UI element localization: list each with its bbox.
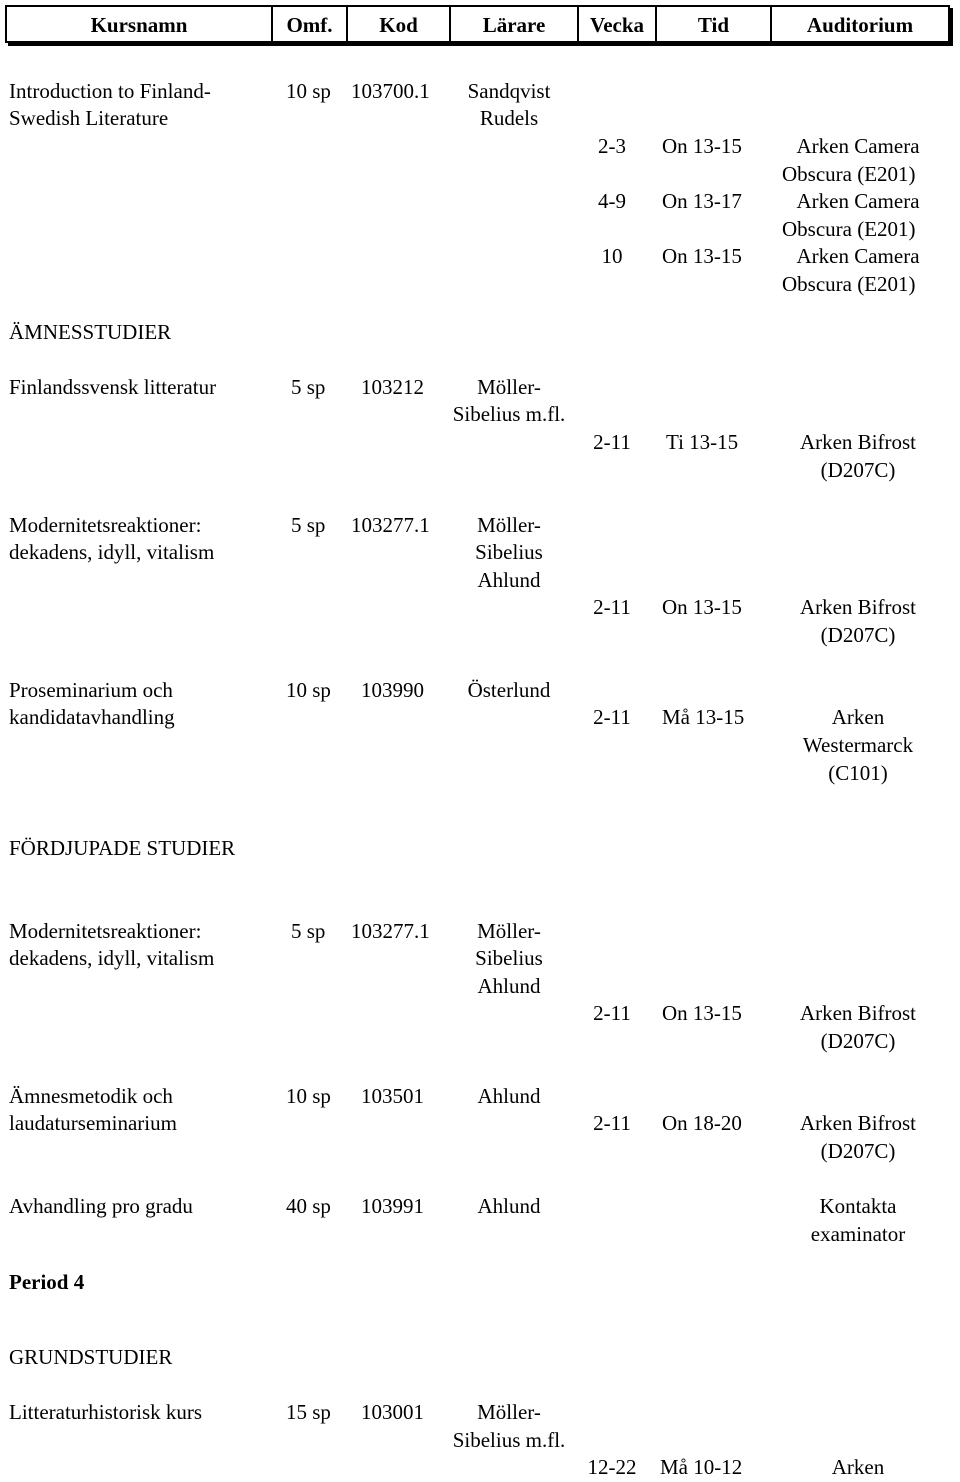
session-week: 2-11 xyxy=(593,595,631,619)
header-course: Kursnamn xyxy=(7,7,273,43)
header-room: Auditorium xyxy=(806,13,914,37)
course-name: Introduction to Finland- xyxy=(9,79,211,103)
session-room: Arken Camera xyxy=(796,134,920,158)
course-credits: 5 sp xyxy=(291,919,326,943)
course-credits: 15 sp xyxy=(286,1400,331,1424)
session-room-cont: examinator xyxy=(810,1222,906,1246)
course-credits: 5 sp xyxy=(291,513,326,537)
session-room-cont: (D207C) xyxy=(820,1029,896,1053)
course-name: Modernitetsreaktioner: xyxy=(9,513,202,537)
session-room-cont: (D207C) xyxy=(820,1139,896,1163)
session-time: On 13-15 xyxy=(662,244,742,268)
course-teacher-cont: Ahlund xyxy=(477,974,541,998)
course-name-cont: dekadens, idyll, vitalism xyxy=(9,946,215,970)
course-code: 103277.1 xyxy=(351,919,430,943)
section-heading-fordjupade: FÖRDJUPADE STUDIER xyxy=(9,836,236,860)
session-room: Kontakta xyxy=(819,1194,897,1218)
session-week: 2-11 xyxy=(593,1111,631,1135)
session-room: Arken Bifrost xyxy=(799,430,917,454)
course-teacher: Möller- xyxy=(477,513,541,537)
section-heading-grundstudier: GRUNDSTUDIER xyxy=(9,1345,173,1369)
session-room: Arken Camera xyxy=(796,244,920,268)
course-teacher: Möller- xyxy=(477,375,541,399)
course-teacher: Ahlund xyxy=(477,1084,541,1108)
course-credits: 5 sp xyxy=(291,375,326,399)
session-room-cont: Obscura (E201) xyxy=(782,162,916,186)
session-week: 2-11 xyxy=(593,705,631,729)
session-room-cont: (C101) xyxy=(828,761,888,785)
session-room: Arken Bifrost xyxy=(799,595,917,619)
course-code: 103991 xyxy=(361,1194,424,1218)
session-week: 2-11 xyxy=(593,430,631,454)
course-teacher: Sandqvist xyxy=(467,79,551,103)
course-teacher-cont: Sibelius xyxy=(475,540,543,564)
session-week: 12-22 xyxy=(587,1455,637,1479)
course-credits: 10 sp xyxy=(286,678,331,702)
session-time: On 13-15 xyxy=(662,134,742,158)
period-heading: Period 4 xyxy=(9,1270,85,1294)
course-name: Ämnesmetodik och xyxy=(9,1084,173,1108)
session-time: Må 10-12 xyxy=(660,1455,743,1479)
session-time: On 18-20 xyxy=(662,1111,742,1135)
course-teacher-cont: Rudels xyxy=(479,106,539,130)
course-name: Proseminarium och xyxy=(9,678,173,702)
session-room: Arken Bifrost xyxy=(799,1111,917,1135)
session-time: Må 13-15 xyxy=(662,705,745,729)
course-teacher: Möller- xyxy=(477,1400,541,1424)
session-room: Arken Camera xyxy=(796,189,920,213)
course-teacher-cont: Ahlund xyxy=(477,568,541,592)
session-week: 10 xyxy=(601,244,623,268)
course-teacher: Möller- xyxy=(477,919,541,943)
course-teacher-cont: Sibelius m.fl. xyxy=(452,1428,566,1452)
course-code: 103277.1 xyxy=(351,513,430,537)
course-name-cont: Swedish Literature xyxy=(9,106,169,130)
session-room: Arken xyxy=(831,705,885,729)
session-room-cont: Westermarck xyxy=(802,733,914,757)
course-name-cont: kandidatavhandling xyxy=(9,705,175,729)
section-heading-amnesstudier: ÄMNESSTUDIER xyxy=(9,320,172,344)
session-room-cont: (D207C) xyxy=(820,458,896,482)
session-week: 2-3 xyxy=(598,134,626,158)
course-code: 103501 xyxy=(361,1084,424,1108)
course-name: Litteraturhistorisk kurs xyxy=(9,1400,203,1424)
course-teacher: Ahlund xyxy=(477,1194,541,1218)
course-teacher-cont: Sibelius xyxy=(475,946,543,970)
course-name: Avhandling pro gradu xyxy=(9,1194,193,1218)
header-time: Tid xyxy=(657,7,772,43)
course-code: 103700.1 xyxy=(351,79,430,103)
course-name-cont: laudaturseminarium xyxy=(9,1111,177,1135)
session-room: Arken Bifrost xyxy=(799,1001,917,1025)
course-code: 103990 xyxy=(361,678,424,702)
course-credits: 40 sp xyxy=(286,1194,331,1218)
session-time: On 13-15 xyxy=(662,595,742,619)
course-name-cont: dekadens, idyll, vitalism xyxy=(9,540,215,564)
course-teacher-cont: Sibelius m.fl. xyxy=(452,402,566,426)
course-code: 103212 xyxy=(361,375,424,399)
session-room-cont: (D207C) xyxy=(820,623,896,647)
session-week: 4-9 xyxy=(598,189,626,213)
session-time: Ti 13-15 xyxy=(666,430,739,454)
table-header xyxy=(5,5,950,43)
header-week: Vecka xyxy=(579,7,657,43)
course-credits: 10 sp xyxy=(286,79,331,103)
header-credits: Omf. xyxy=(273,7,348,43)
session-time: On 13-15 xyxy=(662,1001,742,1025)
course-code: 103001 xyxy=(361,1400,424,1424)
course-credits: 10 sp xyxy=(286,1084,331,1108)
course-teacher: Österlund xyxy=(467,678,551,702)
header-code: Kod xyxy=(348,7,451,43)
session-room-cont: Obscura (E201) xyxy=(782,217,916,241)
course-name: Finlandssvensk litteratur xyxy=(9,375,217,399)
header-teacher: Lärare xyxy=(451,7,579,43)
session-room: Arken xyxy=(831,1455,885,1479)
session-week: 2-11 xyxy=(593,1001,631,1025)
session-time: On 13-17 xyxy=(662,189,742,213)
course-name: Modernitetsreaktioner: xyxy=(9,919,202,943)
session-room-cont: Obscura (E201) xyxy=(782,272,916,296)
